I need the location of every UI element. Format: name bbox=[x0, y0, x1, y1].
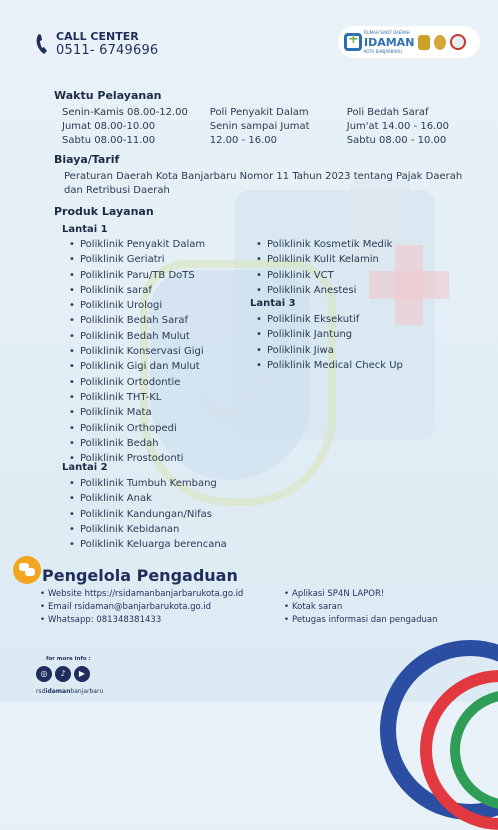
list-item: • Poliklinik VCT bbox=[253, 268, 392, 283]
floor-1-list-right bbox=[253, 237, 392, 298]
social-icons bbox=[36, 666, 93, 682]
hours-text: Poli Penyakit Dalam bbox=[209, 107, 309, 118]
website-link[interactable]: • Website https://rsidamanbanjarbarukota.go.id bbox=[38, 588, 243, 601]
list-item: • Poliklinik Geriatri bbox=[66, 252, 205, 267]
list-item: • Poliklinik Bedah Saraf bbox=[66, 313, 205, 328]
hospital-logo-text bbox=[364, 29, 414, 56]
hours-text: Senin-Kamis 08.00-12.00 bbox=[62, 107, 188, 118]
complaint-title: Pengelola Pengaduan bbox=[42, 566, 238, 585]
list-item: • Poliklinik Tumbuh Kembang bbox=[66, 476, 227, 491]
logo-big-text: IDAMAN bbox=[364, 35, 415, 49]
list-item: • Petugas informasi dan pengaduan bbox=[282, 614, 437, 627]
list-item: • Kotak saran bbox=[282, 601, 437, 614]
handle-suffix: banjarbaru bbox=[70, 688, 104, 695]
service-hours-title: Waktu Pelayanan bbox=[54, 89, 162, 102]
list-item: • Poliklinik Prostodonti bbox=[66, 451, 205, 466]
email-link[interactable]: • Email rsidaman@banjarbarukota.go.id bbox=[38, 601, 243, 614]
certification-seal-icon bbox=[450, 34, 466, 50]
handle-bold: idaman bbox=[45, 688, 71, 695]
service-hours-table bbox=[62, 106, 474, 148]
main-content bbox=[54, 88, 474, 219]
call-center-title: CALL CENTER bbox=[56, 30, 139, 43]
floor-3-label: Lantai 3 bbox=[250, 298, 296, 309]
list-item: • Poliklinik Paru/TB DoTS bbox=[66, 268, 205, 283]
floor-1-label: Lantai 1 bbox=[62, 224, 108, 235]
hours-text: Sabtu 08.00-11.00 bbox=[62, 135, 156, 146]
instagram-icon[interactable]: ◎ bbox=[36, 666, 52, 682]
accreditation-seal-icon bbox=[434, 35, 446, 50]
hours-col-neurosurgery bbox=[347, 106, 474, 148]
hours-text: Jumat 08.00-10.00 bbox=[62, 121, 156, 132]
tiktok-icon[interactable]: ♪ bbox=[55, 666, 71, 682]
list-item: • Poliklinik Anestesi bbox=[253, 283, 392, 298]
hours-text: Sabtu 08.00 - 10.00 bbox=[346, 135, 447, 146]
logo-bar bbox=[338, 26, 480, 58]
complaint-channels bbox=[282, 588, 437, 627]
hours-text: Poli Bedah Saraf bbox=[346, 107, 429, 118]
floor-2-label: Lantai 2 bbox=[62, 462, 108, 473]
handle-prefix: rsd bbox=[36, 688, 46, 695]
list-item: • Poliklinik Eksekutif bbox=[253, 312, 403, 327]
list-item: • Poliklinik saraf bbox=[66, 283, 205, 298]
list-item: • Poliklinik Bedah bbox=[66, 436, 205, 451]
social-handle bbox=[36, 688, 103, 695]
list-item: • Poliklinik Medical Check Up bbox=[253, 358, 403, 373]
list-item: • Poliklinik Mata bbox=[66, 405, 205, 420]
floor-3-list bbox=[253, 312, 403, 373]
logo-sub-text: KOTA BANJARBARU bbox=[364, 48, 402, 54]
hours-text: 12.00 - 16.00 bbox=[209, 135, 277, 146]
hours-text: Jum'at 14.00 - 16.00 bbox=[346, 121, 449, 132]
list-item: • Poliklinik Kosmetik Medik bbox=[253, 237, 392, 252]
list-item: • Poliklinik Orthopedi bbox=[66, 421, 205, 436]
call-center-phone[interactable]: 0511- 6749696 bbox=[56, 43, 159, 58]
hours-text: Senin sampai Jumat bbox=[209, 121, 310, 132]
list-item: • Poliklinik Kulit Kelamin bbox=[253, 252, 392, 267]
list-item: • Poliklinik Kandungan/Nifas bbox=[66, 507, 227, 522]
more-info-label: for more info : bbox=[46, 656, 91, 662]
products-title: Produk Layanan bbox=[54, 205, 154, 218]
list-item: • Poliklinik Konservasi Gigi bbox=[66, 344, 205, 359]
city-seal-icon bbox=[418, 35, 430, 50]
tariff-title: Biaya/Tarif bbox=[54, 153, 120, 166]
list-item: • Poliklinik Penyakit Dalam bbox=[66, 237, 205, 252]
list-item: • Poliklinik Gigi dan Mulut bbox=[66, 359, 205, 374]
list-item: • Poliklinik Urologi bbox=[66, 298, 205, 313]
floor-1-list bbox=[66, 237, 205, 466]
list-item: • Poliklinik Kebidanan bbox=[66, 522, 227, 537]
complaint-contacts bbox=[38, 588, 243, 627]
hospital-logo-icon bbox=[344, 33, 362, 51]
floor-2-list bbox=[66, 476, 227, 552]
list-item: • Poliklinik Anak bbox=[66, 491, 227, 506]
list-item: • Poliklinik Keluarga berencana bbox=[66, 537, 227, 552]
whatsapp-link[interactable]: • Whatsapp: 081348381433 bbox=[38, 614, 243, 627]
hours-col-general bbox=[62, 106, 210, 148]
logo-small-text: RUMAH SAKIT DAERAH bbox=[364, 29, 410, 35]
list-item: • Aplikasi SP4N LAPOR! bbox=[282, 588, 437, 601]
tariff-text: Peraturan Daerah Kota Banjarbaru Nomor 11 Tahun 2023 tentang Pajak Daerah dan Retribusi Daerah bbox=[64, 171, 463, 196]
list-item: • Poliklinik Ortodontie bbox=[66, 375, 205, 390]
hours-col-internal-medicine bbox=[210, 106, 347, 148]
chat-bubble-icon bbox=[13, 556, 41, 584]
call-center-header bbox=[36, 30, 158, 58]
youtube-icon[interactable]: ▶ bbox=[74, 666, 90, 682]
list-item: • Poliklinik Jiwa bbox=[253, 343, 403, 358]
list-item: • Poliklinik Bedah Mulut bbox=[66, 329, 205, 344]
list-item: • Poliklinik THT-KL bbox=[66, 390, 205, 405]
phone-icon bbox=[36, 32, 50, 56]
list-item: • Poliklinik Jantung bbox=[253, 327, 403, 342]
